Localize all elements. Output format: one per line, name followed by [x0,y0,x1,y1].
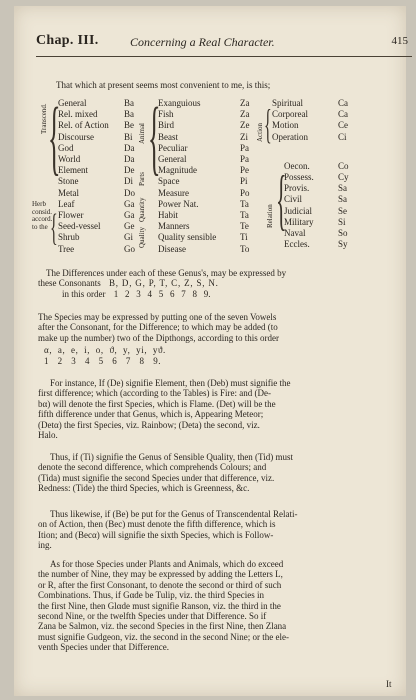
genus-name: Habit [158,210,178,220]
herb-label: accord. [32,215,53,224]
text-line: ing. [38,540,52,551]
body-paragraph [38,509,404,551]
body-paragraph [38,378,404,440]
genus-code: Sa [338,183,347,194]
brace-mid: { [148,91,161,185]
order-numbers: 1 2 3 4 5 6 7 8 9. [113,289,211,299]
genus-code: Di [124,176,133,187]
genus-name: Magnitude [158,165,197,176]
brace-right-top: { [264,104,272,149]
chapter-label: Chap. III. [36,33,99,48]
genus-name: Rel. mixed [58,109,98,120]
species-line: The Species may be expressed by putting one of the seven Vowels [38,312,277,322]
genus-code: Pa [240,154,249,164]
genus-code: Ti [240,232,248,243]
genus-code: To [240,243,250,254]
text-line: Redness: (Tide) the third Species, which is Greenness, &c. [38,483,250,494]
genus-code: Ga [124,210,135,220]
genus-name: Beast [158,131,178,142]
brace-left: { [48,91,61,185]
genus-code: Pi [240,176,248,187]
genus-name: Rel. of Action [58,120,109,131]
group-label-mid: Quantity [138,197,146,222]
herb-label: Herb [32,200,46,209]
genus-code: Za [240,98,250,108]
intro-line: That which at present seems most convenient to me, is this; [56,80,271,90]
genus-name: Disease [158,243,186,254]
genus-name: Space [158,176,180,187]
group-label-mid: Animal [138,123,146,144]
genus-code: Ga [124,198,135,209]
text-line: Thus, if (Ti) signifie the Genus of Sensible Quality, then (Tid) must [50,452,293,462]
text-line: denote the second difference, which comprehends Colours; and [38,462,267,473]
genus-name: General [58,98,87,108]
genus-name: Shrub [58,232,80,243]
group-label-transcendental: Transcend. [40,103,48,134]
genus-code: Da [124,154,135,164]
genus-code: Bi [124,131,133,142]
species-paragraph [38,312,404,343]
page-number: 415 [391,35,408,47]
text-line: second Nine, or the twelfth Species under that Difference. So if [38,611,267,622]
differences-line-1: The Differences under each of these Genus's, may be expressed by [46,268,287,278]
genus-name: Leaf [58,198,75,209]
genus-name: Manners [158,221,190,232]
text-line: Zana be Salmon, viz. the second Species in the first Nine, then Zlana [38,621,287,632]
group-label-action: Action [256,122,264,142]
genus-code: Co [338,160,349,171]
group-label-mid: Parts [138,172,146,186]
text-line: Halo. [38,430,58,441]
page-header [36,30,412,57]
genus-name: Seed-vessel [58,221,101,232]
genus-name: Element [58,165,88,176]
genus-code: Se [338,205,347,216]
book-page [14,6,406,696]
genus-code: Cy [338,171,349,182]
consonant-list: B, D, G, P, T, C, Z, S, N. [109,278,219,288]
genus-name: Eccles. [284,239,310,250]
genus-code: Da [124,142,135,153]
genus-name: Motion [272,120,299,131]
genus-code: Za [240,109,250,120]
genus-name: Measure [158,187,189,198]
genus-code: Te [240,221,249,232]
genus-name: Exanguious [158,98,201,108]
genus-name: Stone [58,176,79,187]
genus-name: Civil [284,194,303,205]
genus-name: Naval [284,227,306,238]
text-line: must signifie Gudgeon, viz. the second in the second Nine; or the ele- [38,631,289,642]
genus-name: Spiritual [272,98,303,108]
species-line: after the Consonant, for the Difference; to which may be added (to [38,322,278,333]
body-paragraph [38,559,404,653]
text-line: on of Action, then (Bec) must denote the fifth difference, which is [38,519,276,530]
species-line: make up the number) two of the Dipthongs, according to this order [38,332,279,343]
genus-name: Tree [58,243,75,254]
genus-code: Ba [124,109,134,120]
genus-name: Operation [272,131,308,142]
brace-right-bottom: { [276,159,287,238]
genus-code: Sa [338,194,347,205]
genus-code: Go [124,243,135,254]
genus-code: Ta [240,210,249,220]
genus-code: Be [124,120,134,131]
genus-code: Gi [124,232,133,243]
text-line: venth Species under that Difference. [38,642,170,653]
genus-code: Zi [240,131,248,142]
genus-name: General [158,154,187,164]
genus-name: Fish [158,109,174,120]
genus-name: Quality sensible [158,232,217,243]
group-label-relation: Relation [266,204,274,228]
text-line: (Detα) the first Species, viz. Rainbow; (Deta) the second, viz. [38,419,260,430]
genus-name: Discourse [58,131,94,142]
genus-name: Peculiar [158,142,188,153]
text-line: or R, after the first Consonant, to denote the second or third of such [38,579,282,590]
genus-name: Metal [58,187,79,198]
genus-code: Si [338,216,346,227]
genus-code: Ce [338,120,348,131]
genus-code: Ci [338,131,347,142]
text-line: the number of Nine, they may be expressed by adding the Letters L, [38,569,283,580]
genus-name: Corporeal [272,109,308,120]
text-line: Combinations. Thus, if Gαde be Tulip, viz. the third Species in [38,590,265,601]
genus-code: Do [124,187,135,198]
genus-code: De [124,165,135,176]
genus-name: Oecon. [284,160,310,171]
genus-code: Ta [240,198,249,209]
differences-prefix: these Consonants [38,278,101,288]
text-line: first difference; which (according to the Tables) is Fire: and (De- [38,388,271,399]
text-line: As for those Species under Plants and Animals, which do exceed [50,559,284,569]
herb-label: to the [32,222,48,231]
genus-code: So [338,227,348,238]
genus-name: Judicial [284,205,312,216]
genus-name: Bird [158,120,175,131]
genus-code: Ge [124,221,135,232]
differences-line-3 [62,289,211,299]
vowel-order: α, a, e, i, o, ϑ, y, yi, yϑ. [44,345,166,355]
genus-name: Flower [58,210,84,220]
genus-code: Ze [240,120,250,131]
text-line: bα) will denote the first Species, which is Flame. (Det) will be the [38,398,276,409]
group-label-mid: Quality [138,227,146,248]
catchword: It [386,679,392,689]
herb-label: consid. [32,207,53,216]
text-line: fifth difference under that Genus, which is, Appearing Meteor; [38,409,264,420]
genus-name: God [58,142,74,153]
genus-name: World [58,154,81,164]
vowel-numbers: 1 2 3 4 5 6 7 8 9. [44,356,162,366]
genus-code: Pa [240,142,249,153]
genus-name: Military [284,216,314,227]
body-paragraph [38,452,404,494]
genus-code: Ba [124,98,134,108]
genus-code: Ca [338,98,348,108]
genus-code: Po [240,187,250,198]
differences-line-2 [38,278,219,288]
order-prefix: in this order [62,289,106,299]
text-line: the first Nine, then Glαde must signifie Ranson, viz. the third in the [38,600,281,611]
genus-name: Provis. [284,183,310,194]
genus-code: Sy [338,239,348,250]
genus-name: Power Nat. [158,198,199,209]
running-title: Concerning a Real Character. [130,35,275,49]
genus-code: Ca [338,109,348,120]
text-line: For instance, If (De) signifie Element, then (Deb) must signifie the [50,378,291,388]
brace-herb: { [50,208,58,250]
text-line: (Tida) must signifie the second Species under that difference, viz. [38,472,275,483]
text-line: Thus likewise, if (Be) be put for the Genus of Transcendental Relati- [50,509,298,519]
genus-name: Possess. [284,171,314,182]
text-line: Ition; and (Becα) will signifie the sixth Species, which is Follow- [38,529,274,540]
genus-code: Pe [240,165,249,176]
